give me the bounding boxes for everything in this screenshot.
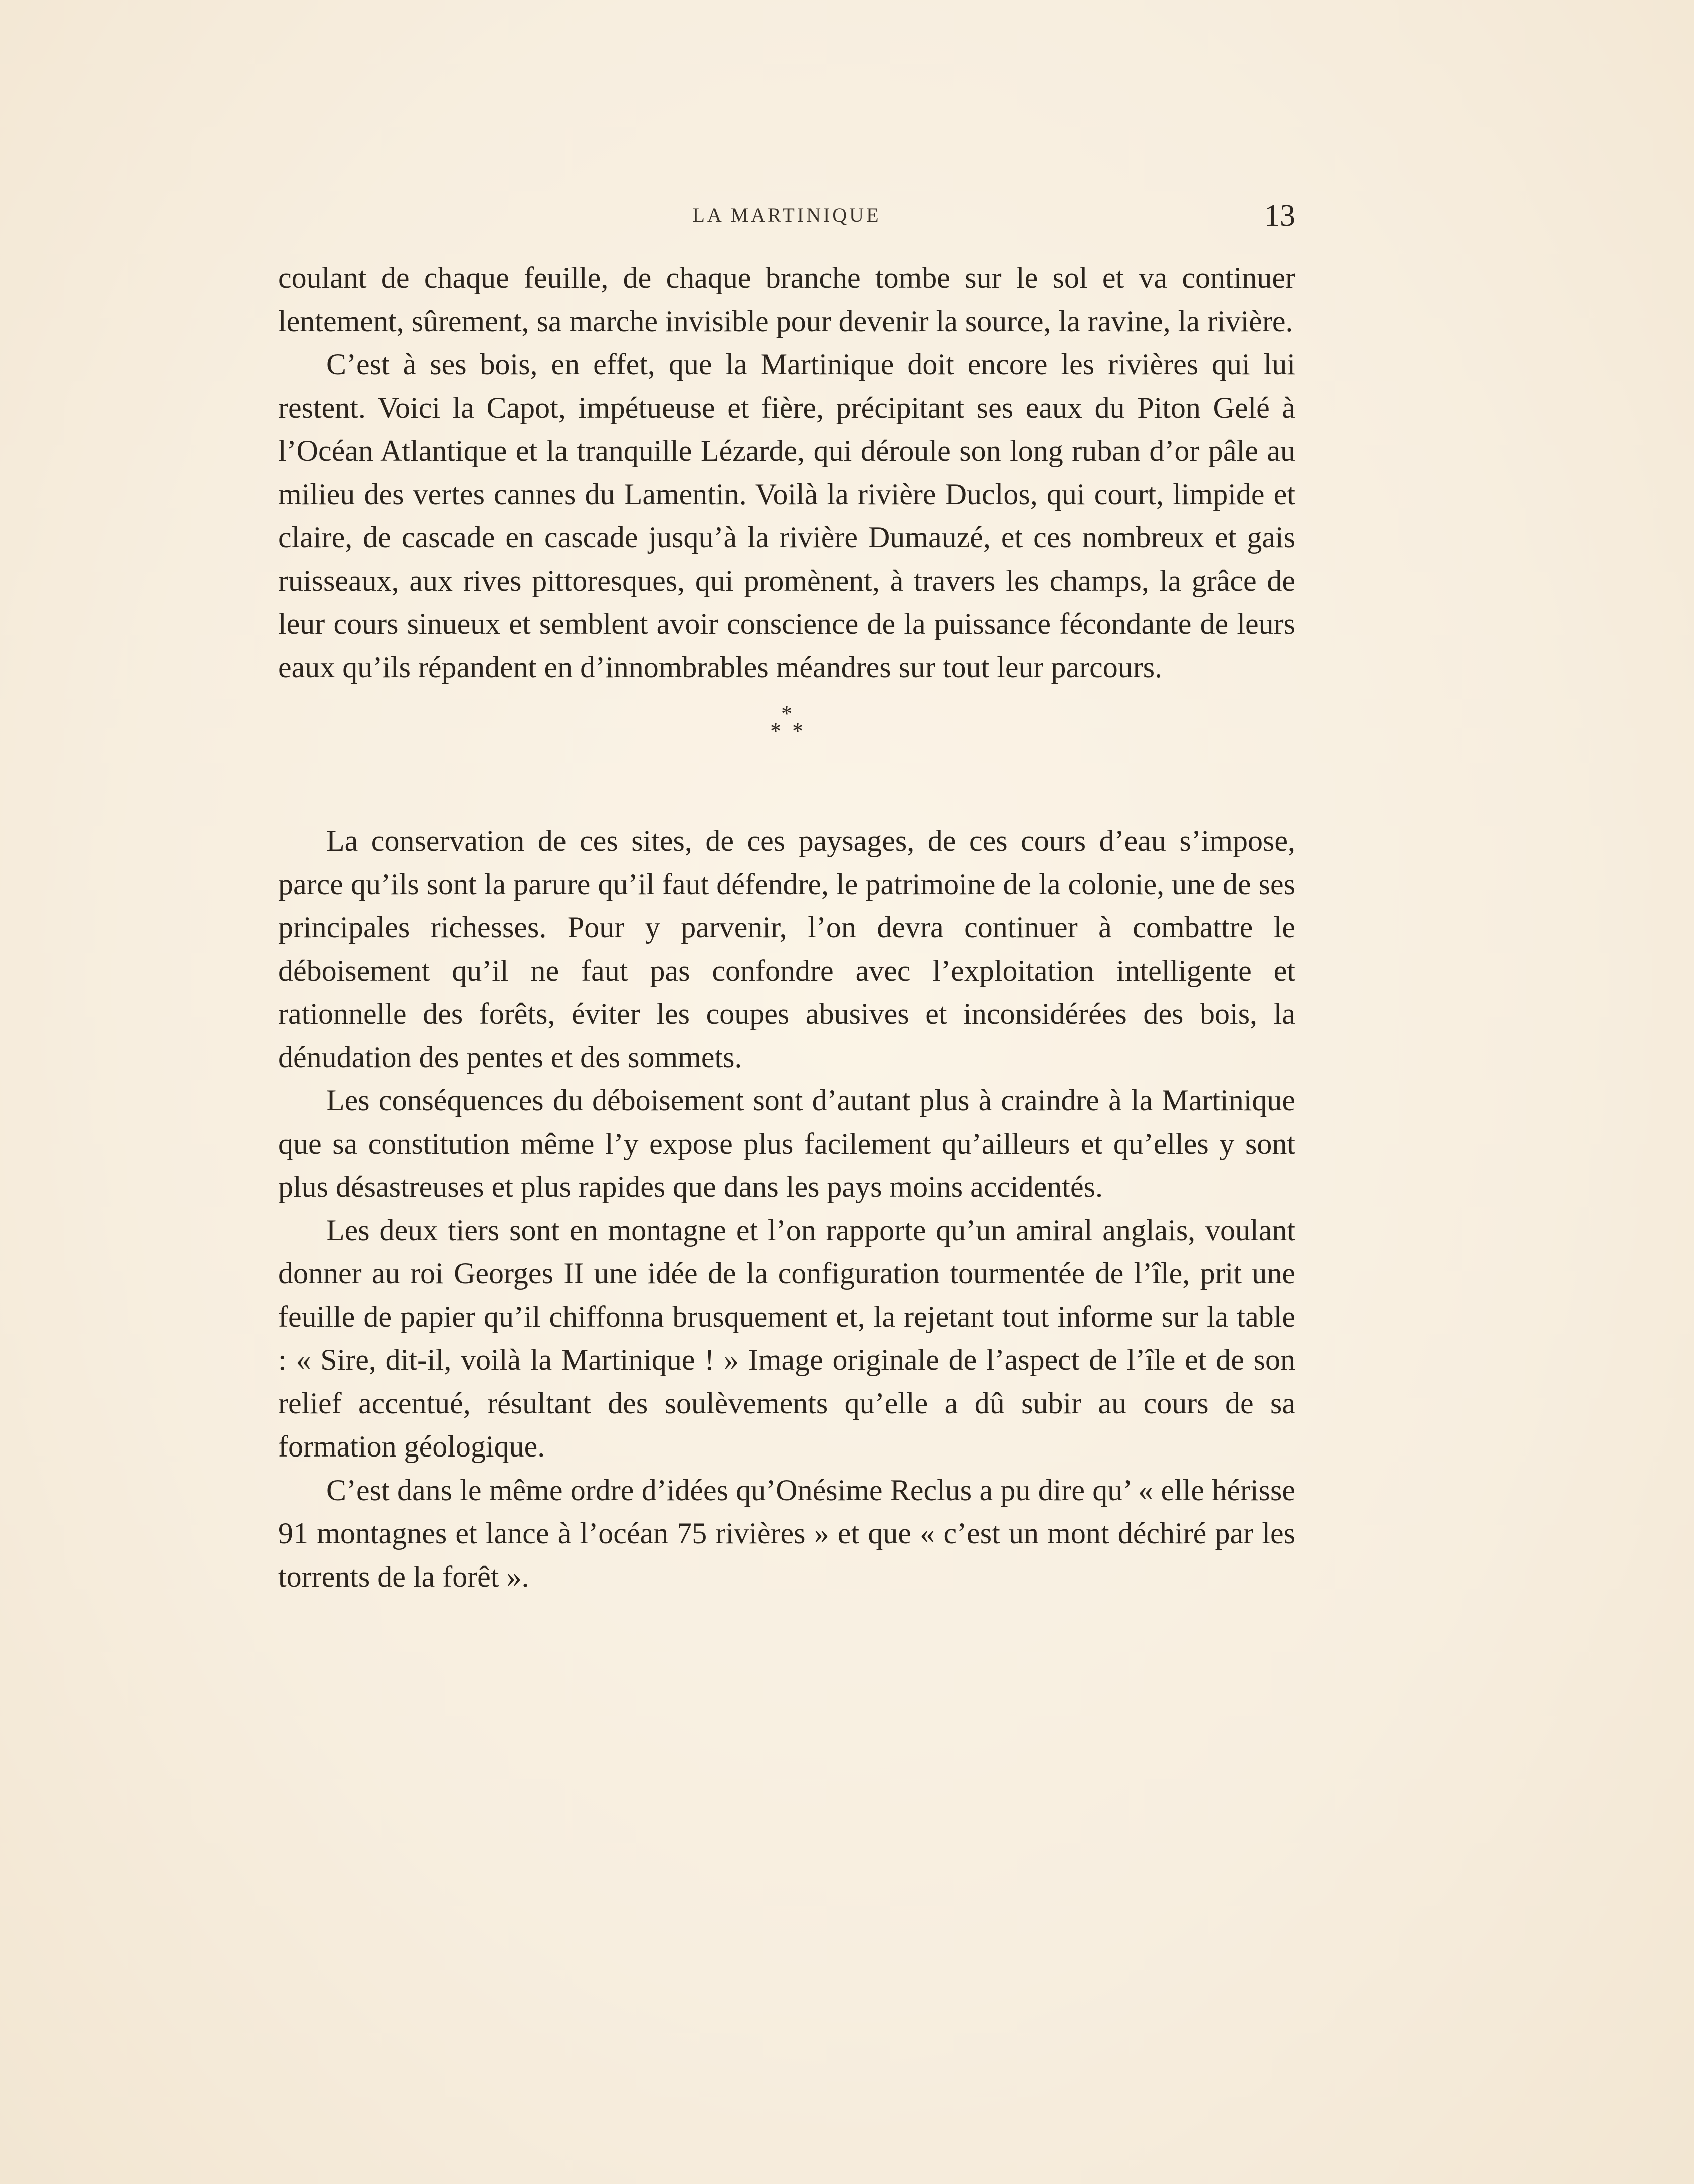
paragraph-admiral-anecdote: Les deux tiers sont en montagne et l’on rapporte qu’un amiral anglais, voulant donner au roi Georges II une idée de la configuration tourmentée de l’île, prit une feuille de papier qu’il chiffonna brusquement et, la rejetant tout informe sur la table : « Sire, dit-il, voilà la Martinique ! » Image originale de l’aspect de l’île et de son relief accentué, résultant des soulèvements qu’elle a dû subir au cours de sa formation géologique.	[278, 1213, 1295, 1463]
paragraph-rivers: C’est à ses bois, en effet, que la Martinique doit encore les rivières qui lui restent. Voici la Capot, impétueuse et fière, précipitant ses eaux du Piton Gelé à l’Océan Atlantique et la tranquille Lézarde, qui déroule son long ruban d’or pâle au milieu des vertes cannes du Lamentin. Voilà la rivière Duclos, qui court, limpide et claire, de cascade en cascade jusqu’à la rivière Dumauzé, et ces nombreux et gais ruisseaux, aux rives pittoresques, qui promènent, à travers les champs, la grâce de leur cours sinueux et semblent avoir conscience de la puissance fécondante de leurs eaux qu’ils répandent en d’innombrables méandres sur tout leur parcours.	[278, 348, 1295, 684]
section-asterism	[278, 689, 1295, 819]
asterism-star-left: *	[770, 718, 781, 743]
body-text	[278, 256, 1295, 1598]
paragraph-continued: coulant de chaque feuille, de chaque branche tombe sur le sol et va continuer lentement, sûrement, sa marche invisible pour devenir la source, la ravine, la rivière.	[278, 261, 1295, 338]
paragraph-conservation: La conservation de ces sites, de ces paysages, de ces cours d’eau s’impose, parce qu’ils sont la parure qu’il faut défendre, le patrimoine de la colonie, une de ses principales richesses. Pour y parvenir, l’on devra continuer à combattre le déboisement qu’il ne faut pas confondre avec l’exploitation intelligente et rationnelle des forêts, éviter les coupes abusives et inconsidérées des bois, la dénudation des pentes et des sommets.	[278, 824, 1295, 1074]
running-head	[278, 198, 1295, 238]
asterism-star-right: *	[792, 718, 803, 743]
paragraph-consequences: Les conséquences du déboisement sont d’autant plus à craindre à la Martinique que sa constitution même l’y expose plus facilement qu’ailleurs et qu’elles y sont plus désastreuses et plus rapides que dans les pays moins accidentés.	[278, 1084, 1295, 1203]
paragraph-reclus-quote: C’est dans le même ordre d’idées qu’Onésime Reclus a pu dire qu’ « elle hérisse 91 montagnes et lance à l’océan 75 rivières » et que « c’est un mont déchiré par les torrents de la forêt ».	[278, 1473, 1295, 1593]
running-title: LA MARTINIQUE	[692, 204, 881, 226]
page-number: 13	[1264, 199, 1295, 233]
asterism-star-top: *	[781, 701, 792, 726]
